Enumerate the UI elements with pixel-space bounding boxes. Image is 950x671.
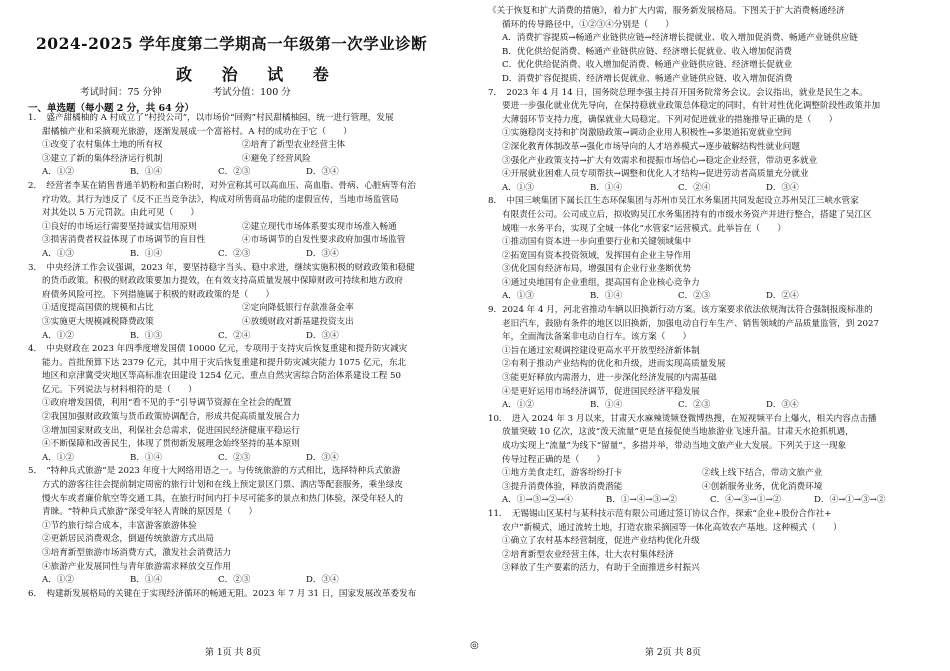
option: ③提升消费体验，释放消费潜能 [502, 481, 623, 492]
answer-choice[interactable]: C．②③ [218, 452, 251, 463]
section-heading: 一、单选题（每小题 2 分，共 64 分） [28, 103, 195, 114]
question [488, 195, 936, 304]
exam-subtitle: 政 治 试 卷 [176, 65, 341, 84]
answer-choice[interactable]: B．①④ [130, 575, 163, 586]
answer-choice[interactable]: B．①④ [130, 167, 163, 178]
answer-choice[interactable]: C．②③ [218, 575, 251, 586]
answer-choice[interactable]: C．②③ [218, 248, 251, 259]
question-stem-line: 青睐。“特种兵式旅游”深受年轻人青睐的原因是（ ） [42, 507, 258, 518]
question-stem-line: 3． 中央经济工作会议强调，2023 年，要坚持稳字当头、稳中求进，继续实施积极的财政政策和稳健 [28, 262, 415, 273]
answer-choice[interactable]: C．②③ [218, 167, 251, 178]
question-stem-line: 农户”新模式，通过流转土地，打造农旅采摘园等一体化高效农产基地。这种模式（ ） [502, 522, 842, 533]
option: ②线上线下结合，带动文旅产业 [702, 468, 823, 479]
option: ②定向降低银行存款准备金率 [242, 303, 354, 314]
option: ③损害消费者权益体现了市场调节的盲目性 [42, 235, 206, 246]
question-stem-line: 4． 中央财政在 2023 年四季度增发国债 10000 亿元，专项用于支持灾后恢复重建和提升防灾减灾 [28, 344, 408, 355]
answer-choice[interactable]: A．①③ [502, 291, 534, 302]
option: A．消费扩容提质→畅通产业链供应链→经济增长提就业、收入增加促消费、畅通产业链供应链 [502, 33, 858, 44]
option: ①推动国有资本进一步向重要行业和关键领域集中 [502, 237, 692, 248]
option: ②拓宽国有资本投资领域，发挥国有企业主导作用 [502, 250, 692, 261]
answer-choice[interactable]: A．①② [502, 400, 534, 411]
answer-choice[interactable]: D．③④ [766, 182, 799, 193]
option: ④不断保障和改善民生，体现了贯彻新发展理念始终坚持的基本原则 [42, 439, 300, 450]
question-stem-line: 大薄弱环节支持力度，确保就业大局稳定。下列对促进就业的措施推导正确的是（ ） [502, 114, 838, 125]
option: ④创新服务业务，优化消费环境 [702, 481, 823, 492]
question-stem-line: 的货币政策。积极的财政政策要加力提效，在有效支持高质量发展中保障财政可持续和地方政府 [42, 276, 403, 287]
option: ③释放了生产要素的活力，有助于全面推进乡村振兴 [502, 563, 700, 574]
question-stem-line: 疗功效。其行为违反了《反不正当竞争法》，构成对所售商品功能的虚假宣传，当地市场监管局 [42, 194, 399, 205]
question [488, 5, 936, 87]
option: D．消费扩容促提质、经济增长促就业、畅通产业链供应链、收入增加促消费 [502, 73, 793, 84]
option: ①政府增发国债，利用“看不见的手”引导调节资源在全社会的配置 [42, 398, 292, 409]
answer-choice[interactable]: A．①② [42, 452, 74, 463]
option: B．优化供给促消费、畅通产业链供应链、经济增长促就业、收入增加促消费 [502, 46, 792, 57]
option: ①旨在通过宏观调控建设更高水平开放型经济新体制 [502, 345, 700, 356]
answer-choice[interactable]: B．①④ [590, 291, 623, 302]
question-stem-line: 府债务风险可控。下列措施属于积极的财政政策的是（ ） [42, 289, 275, 300]
question-stem-line: 慢火车或者廉价航空等交通工具，在旅行时间内打卡尽可能多的景点和热门体验，深受年轻人的 [42, 493, 403, 504]
option: ③建立了新的集体经济运行机制 [42, 153, 163, 164]
answer-choice[interactable]: B．①④ [590, 182, 623, 193]
answer-choice[interactable]: C．④→③→①→② [710, 495, 782, 506]
question-stem-line: 亿元。下列说法与材料相符的是（ ） [42, 384, 197, 395]
answer-choice[interactable]: A．①③ [502, 182, 534, 193]
answer-choices [488, 399, 936, 413]
question-stem-line: 5． “特种兵式旅游”是 2023 年度十大网络用语之一。与传统旅游的方式相比，选择特种兵式旅游 [28, 466, 401, 477]
answer-choice[interactable]: D．②④ [766, 291, 799, 302]
answer-choice[interactable]: B．①④ [130, 452, 163, 463]
option: ②深化教育体制改革→强化市场导向的人才培养模式→逐步破解结构性就业问题 [502, 141, 800, 152]
answer-choice[interactable]: D．③④ [306, 575, 339, 586]
option: C．优化供给促消费、收入增加促消费、畅通产业链供应链、经济增长促就业 [502, 60, 793, 71]
answer-choices [488, 290, 936, 304]
question-stem-line: 10． 进入 2024 年 3 月以来，甘肃天水麻辣烫频登微博热搜，在短视频平台上爆火，相关内容点击播 [488, 413, 877, 424]
question-stem-line: 放量突破 10 亿次，这波“泼天流量”更是直接促使当地旅游业飞速升温。甘肃天水抢抓机遇， [502, 427, 854, 438]
question [28, 262, 468, 344]
question-stem-line: 2． 经营者李某在销售普通羊奶粉和蛋白粉时，对外宣称其可以高血压、高血脂、骨病、心脏病等有治 [28, 180, 416, 191]
option: ①适度提高国债的规模和占比 [42, 303, 154, 314]
option: ③培育新型旅游市场消费方式，激发社会消费活力 [42, 548, 232, 558]
question-stem-line: 传导过程正确的是（ ） [502, 454, 606, 465]
question-stem-line: 对其处以 5 万元罚款。由此可见（ ） [42, 208, 200, 219]
answer-choice[interactable]: A．①② [42, 167, 74, 178]
exam-time: 考试时间：75 分钟 [80, 87, 162, 98]
answer-choices [28, 330, 468, 344]
question-stem-line: 年，全面淘汰备案非电动自行车。该方案（ ） [502, 332, 692, 343]
answer-choice[interactable]: D．③④ [306, 330, 339, 341]
option: ②建立现代市场体系要实现市场准入畅通 [242, 221, 397, 232]
answer-choice[interactable]: A．①③ [42, 248, 74, 259]
answer-choices [488, 182, 936, 196]
answer-choice[interactable]: A．①→③→②→④ [502, 495, 573, 506]
answer-choices [28, 452, 468, 466]
answer-choice[interactable]: C．②③ [678, 291, 711, 302]
page-number-right: 第 2页 共 8页 [645, 648, 702, 658]
left-questions [28, 112, 468, 601]
answer-choices [28, 166, 468, 180]
answer-choice[interactable]: C．②④ [218, 330, 251, 341]
option: ②培育了新型农业经营主体 [242, 140, 346, 151]
option: ②有利于推动产业结构的优化和升级，进而实现高质量发展 [502, 359, 726, 370]
question [488, 508, 936, 576]
answer-choice[interactable]: D．③④ [306, 248, 339, 259]
answer-choice[interactable]: A．①② [42, 575, 74, 586]
question [28, 588, 468, 602]
question [28, 465, 468, 587]
answer-choice[interactable]: B．①④ [590, 400, 623, 411]
option: ①地方美食走红，游客纷纷打卡 [502, 468, 623, 479]
answer-choice[interactable]: C．②④ [678, 182, 711, 193]
answer-choice[interactable]: A．①② [42, 330, 74, 341]
question [28, 112, 468, 180]
option: ①节约旅行综合成本，丰富游客旅游体验 [42, 520, 197, 531]
question-stem-line: 11． 无锡锡山区某村与某科技示范有限公司通过签订协议合作，探索“企业+股份合作社+ [488, 508, 832, 519]
option: ④避免了经营风险 [242, 153, 311, 164]
exam-score: 考试分值：100 分 [212, 87, 291, 98]
option: ④开展就业困难人员专项帮扶→调整和优化人才结构→促进劳动者高质量充分就业 [502, 169, 809, 180]
exam-title: 2024-2025 学年度第二学期高一年级第一次学业诊断 [36, 34, 428, 53]
question-stem-line: 地区和京津冀受灾地区等高标准农田建设 1254 亿元、重点自然灾害综合防治体系建设工程 50 [42, 371, 401, 382]
answer-choices [28, 248, 468, 262]
question-stem-line: 有限责任公司。公司成立后，拟收购吴江水务集团持有的市级水务资产并进行整合，搭建了吴江区 [502, 209, 872, 220]
question-stem-line: 6． 构建新发展格局的关键在于实现经济循环的畅通无阻。2023 年 7 月 31 日，国家发展改革委发布 [28, 588, 417, 599]
answer-choice[interactable]: B．①④ [130, 248, 163, 259]
question-stem-line: 能力。首批预算下达 2379 亿元，其中用于灾后恢复重建和提升防灾减灾能力 1075 亿元，东北 [42, 357, 407, 368]
option: ②培育新型农业经营主体，壮大农村集体经济 [502, 549, 674, 560]
exam-info [80, 84, 339, 98]
option: ③实施更大规模减税降费政策 [42, 316, 154, 327]
question [28, 180, 468, 262]
option: ②我国加强财政政策与货币政策协调配合，形成共促高质量发展合力 [42, 412, 300, 423]
center-mark: ◎ [470, 640, 479, 651]
option: ③优化国有经济布局，增强国有企业行业垄断优势 [502, 264, 692, 275]
question-stem-line: 《关于恢复和扩大消费的措施》，着力扩大内需，服务新发展格局。下图关于扩大消费畅通经济 [488, 6, 845, 16]
option: ④是更好运用市场经济调节，促进国民经济平稳发展 [502, 386, 700, 397]
option: ①确立了农村基本经营制度，促进产业结构优化升级 [502, 536, 700, 547]
option: ③强化产业政策支持→扩大有效需求和提振市场信心→稳定企业经营，带动更多就业 [502, 155, 818, 166]
question [488, 87, 936, 196]
page-number-left: 第 1页 共 8页 [205, 648, 262, 658]
answer-choices [488, 494, 936, 508]
option: ④市场调节的自发性要求政府加强市场监管 [242, 235, 406, 246]
answer-choice[interactable]: D．④→①→③→② [814, 495, 886, 506]
option: ①实施稳岗支持和扩岗激励政策→调动企业用人积极性→多渠道拓宽就业空间 [502, 128, 792, 139]
option: ①良好的市场运行需要坚持诚实信用原则 [42, 221, 197, 232]
option: ④通过央地国有企业重组，提高国有企业核心竞争力 [502, 277, 700, 288]
right-questions [488, 5, 936, 576]
option: ②更新居民消费观念，倒逼传统旅游方式出局 [42, 534, 214, 545]
option: ③增加国家财政支出，利保社会总需求，促进国民经济健康平稳运行 [42, 425, 300, 436]
answer-choices [28, 574, 468, 588]
question-stem-line: 方式的游客往往会提前制定周密的旅行计划和在线上预定景区门票、酒店等配套服务，乘坐绿皮 [42, 480, 403, 491]
question-stem-line: 成功实现上“流量”为线下“留量”，多措并举，带动当地文旅产业大发展。下列关于这一现象 [502, 441, 847, 451]
question-stem-line: 甜橘柚产业和采摘观光旅游，逐渐发展成一个富裕村。A 村的成功在于它（ ） [42, 126, 352, 137]
question-stem-line: 8． 中国三峡集团下属长江生态环保集团与苏州市吴江水务集团共同发起设立苏州吴江三峡水管家 [488, 196, 859, 207]
question-stem-line: 老旧汽车，鼓励有条件的地区以旧换新，加强电动自行车生产、销售领域的产品质量监管，到 2027 [502, 318, 879, 329]
question-stem-line: 9．2024 年 4 月，河北省推动车辆以旧换新行动方案。该方案要求依法依规淘汰符合强制报废标准的 [488, 305, 873, 316]
answer-choice[interactable]: D．③④ [306, 452, 339, 463]
question-stem-line: 要进一步强化就业优先导向，在保持稳就业政策总体稳定的同时，有针对性优化调整阶段性政策并加 [502, 101, 881, 112]
option: ④旅游产业发展同性与青年旅游需求释放交互作用 [42, 561, 232, 572]
question-stem-line: 循环的传导路径中，①②③④分别是（ ） [502, 19, 674, 30]
answer-choice[interactable]: B．①→④→③→② [606, 495, 677, 506]
answer-choice[interactable]: D．③④ [766, 400, 799, 411]
question-stem-line: 1． 盛产甜橘柚的 A 村成立了“村投公司”，以市场价“回购”村民甜橘柚园，统一进行管理，发展 [28, 113, 394, 123]
question-stem-line: 7． 2023 年 4 月 14 日，国务院总理李强主持召开国务院常务会议。会议指出，就业是民生之本。 [488, 87, 868, 98]
option: ③能更好释放内需潜力，进一步深化经济发展的内需基础 [502, 373, 717, 384]
question [488, 413, 936, 508]
question-stem-line: 域唯一水务平台，实现了全城一体化“水管家”运营模式。此举旨在（ ） [502, 223, 786, 234]
question [488, 304, 936, 413]
option: ①改变了农村集体土地的所有权 [42, 140, 163, 151]
question [28, 343, 468, 465]
answer-choice[interactable]: C．②③ [678, 400, 711, 411]
option: ④放缓财政对新基建投资支出 [242, 316, 354, 327]
answer-choice[interactable]: D．③④ [306, 167, 339, 178]
answer-choice[interactable]: B．①③ [130, 330, 163, 341]
